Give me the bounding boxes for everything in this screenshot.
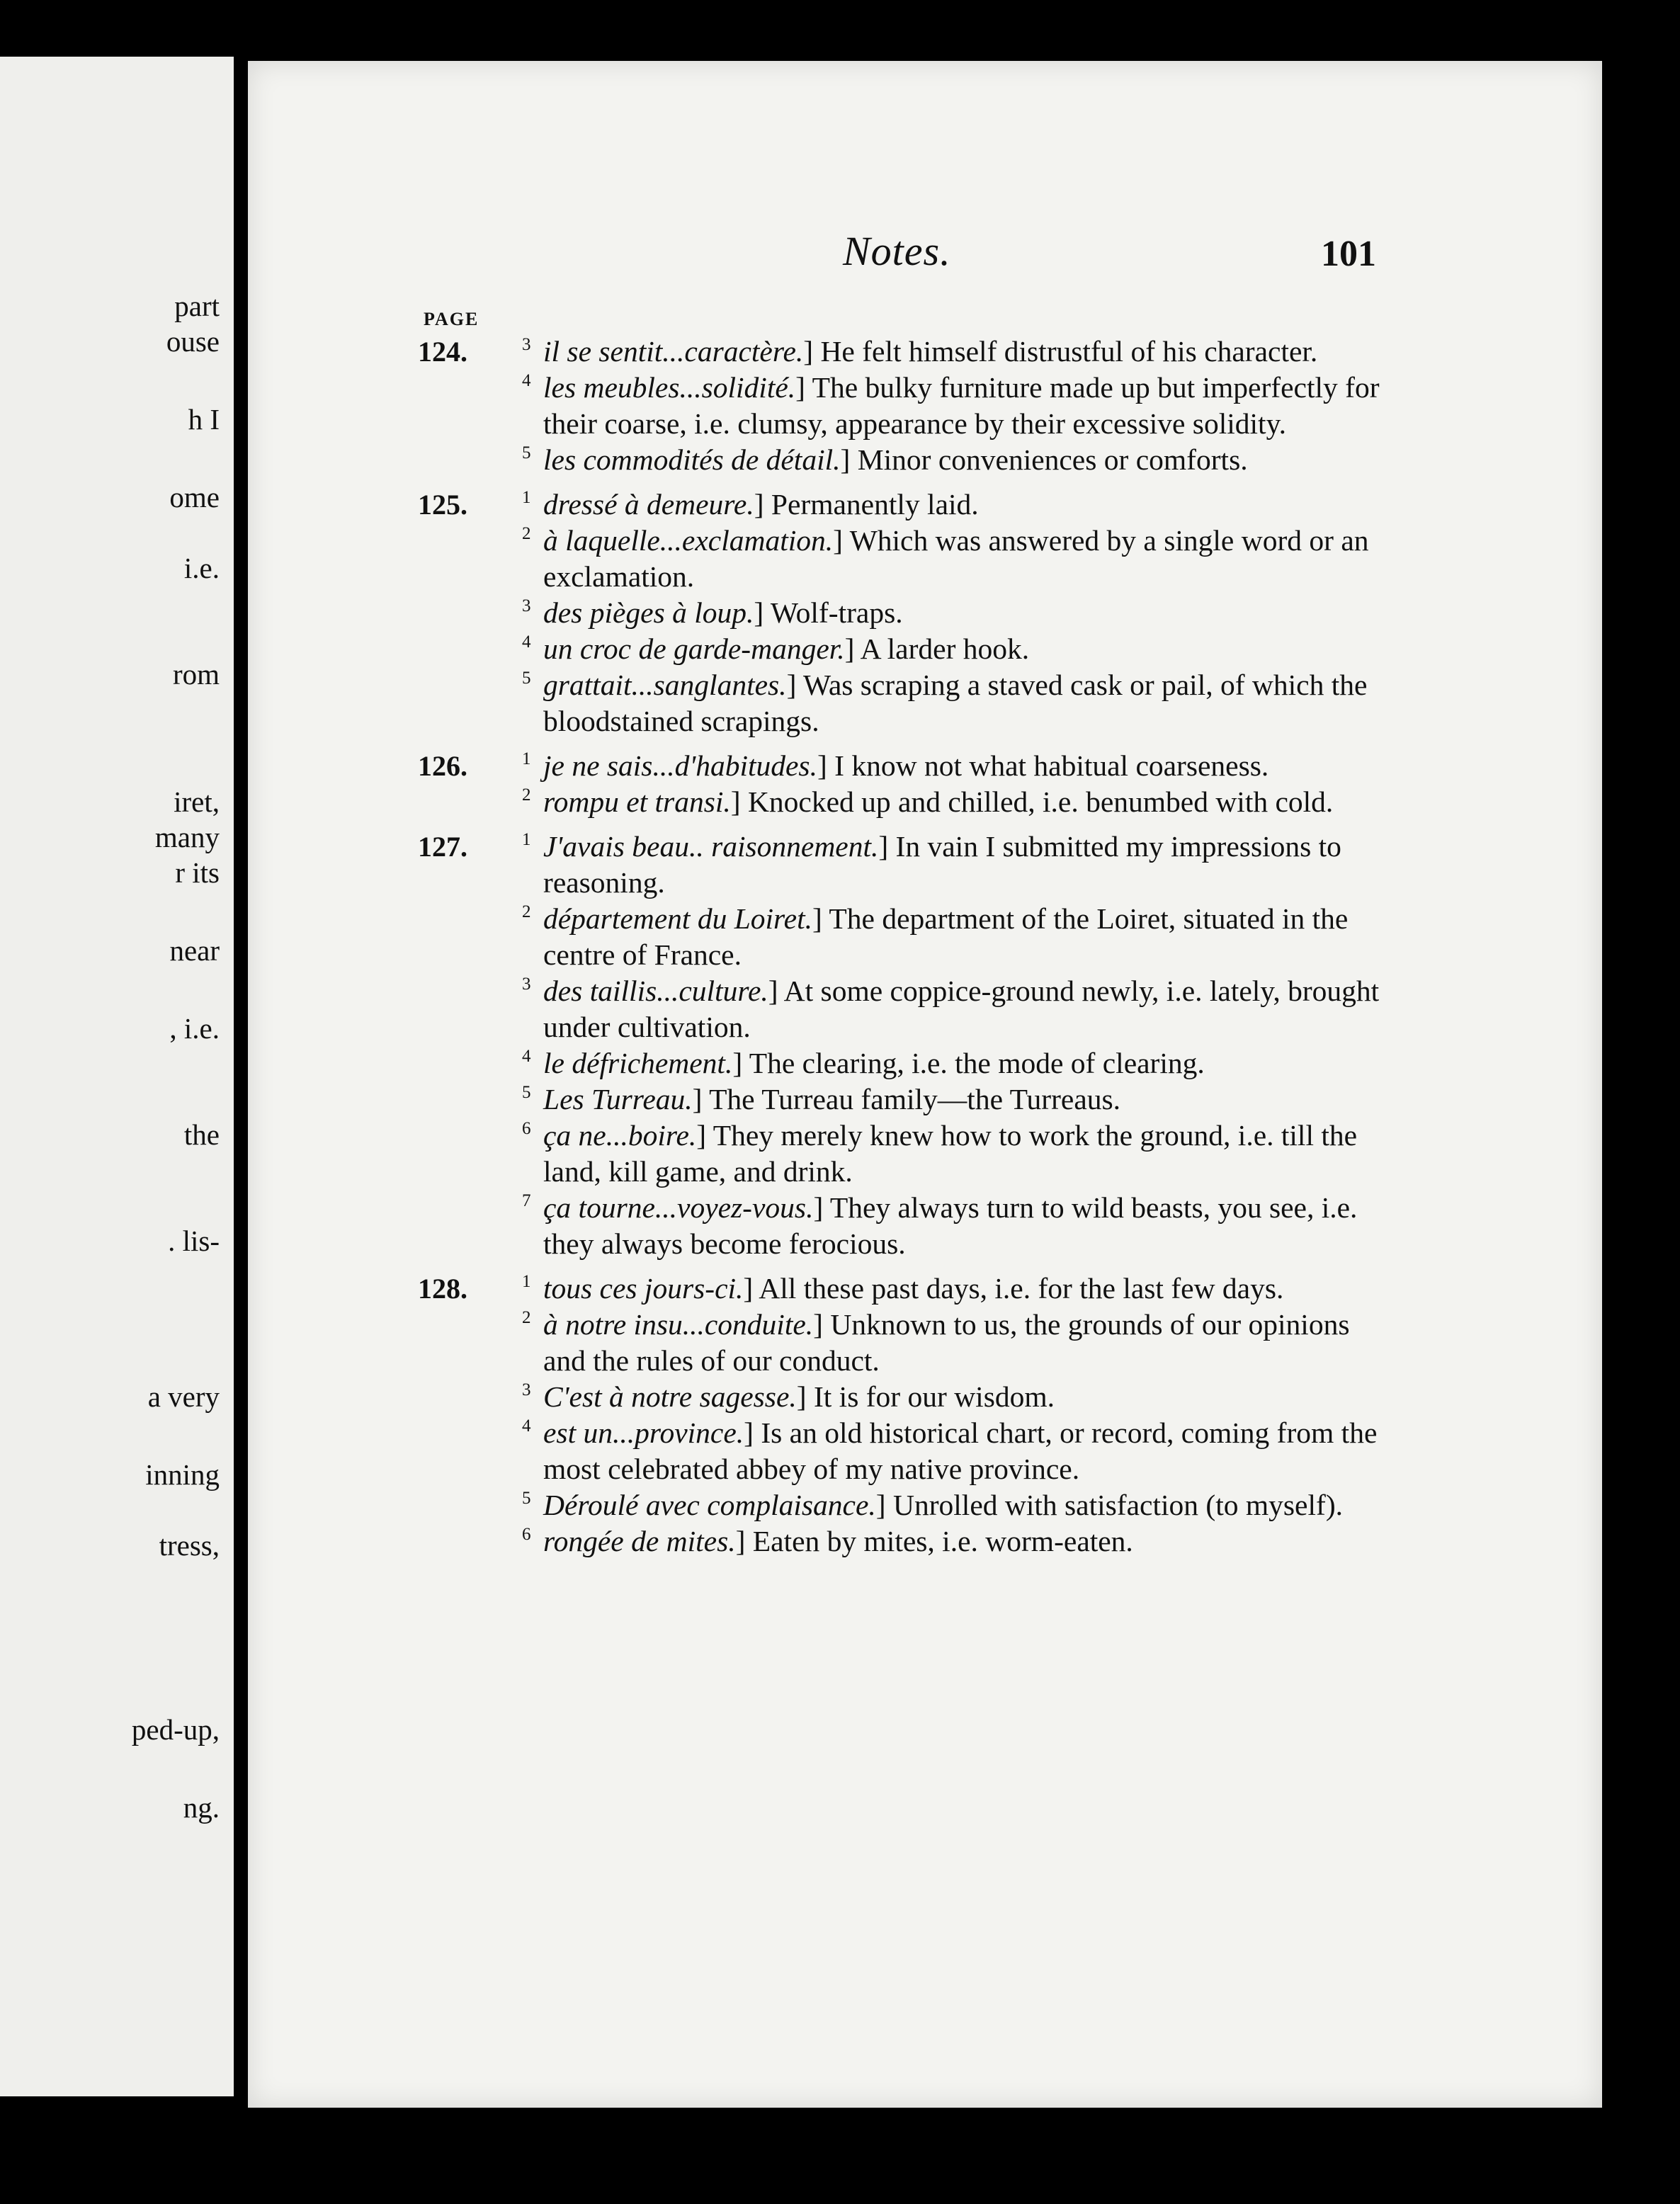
note-translation: ] Knocked up and chilled, i.e. benumbed with cold. — [730, 785, 1334, 818]
note-entry: $^1$ J'avais beau.. raisonnement.] In vain I submitted my impressions to reasoning. — [522, 830, 1341, 899]
note-translation: ] All these past days, i.e. for the last few days. — [743, 1272, 1284, 1305]
note-entry: $^5$ Déroulé avec complaisance.] Unrolled with satisfaction (to myself). — [522, 1489, 1344, 1521]
note-entry: $^3$ il se sentit...caractère.] He felt himself distrustful of his character. — [522, 335, 1318, 368]
note-entry: $^2$ département du Loiret.] The department of the Loiret, situated in the centre of France. — [522, 902, 1349, 971]
note-lemma: des pièges à loup. — [543, 596, 754, 629]
book-page — [248, 61, 1602, 2108]
left-page-text-fragment: . lis- — [168, 1225, 220, 1257]
note-translation: ] He felt himself distrustful of his character. — [803, 335, 1318, 368]
note-lemma: est un...province. — [543, 1416, 744, 1449]
note-entry: $^1$ tous ces jours-ci.] All these past days, i.e. for the last few days. — [522, 1272, 1284, 1305]
note-lemma: Les Turreau. — [543, 1083, 693, 1115]
note-translation: ] Is an old historical chart, or record, coming from the most celebrated abbey of my native province. — [543, 1416, 1378, 1485]
left-page-text-fragment: rom — [172, 658, 220, 691]
left-page-text-fragment: r its — [175, 856, 220, 889]
note-entry: $^7$ ça tourne...voyez-vous.] They always turn to wild beasts, you see, i.e. they always become ferocious. — [522, 1191, 1358, 1260]
note-entry: $^2$ à laquelle...exclamation.] Which was answered by a single word or an exclamation. — [522, 524, 1369, 593]
running-head — [248, 227, 1602, 274]
note-entry: $^6$ rongée de mites.] Eaten by mites, i.e. worm-eaten. — [522, 1525, 1133, 1557]
note-entry: $^2$ à notre insu...conduite.] Unknown to us, the grounds of our opinions and the rules of our conduct. — [522, 1308, 1350, 1377]
note-lemma: les meubles...solidité. — [543, 371, 796, 404]
note-translation: ] A larder hook. — [844, 632, 1030, 665]
note-lemma: ça tourne...voyez-vous. — [543, 1191, 814, 1224]
left-page-text-fragment: many — [154, 821, 220, 853]
referenced-page-number: 124. — [418, 336, 467, 368]
note-lemma: grattait...sanglantes. — [543, 669, 787, 701]
note-translation: ] Permanently laid. — [754, 488, 979, 521]
note-lemma: C'est à notre sagesse. — [543, 1380, 797, 1413]
note-entry: $^4$ les meubles...solidité.] The bulky furniture made up but imperfectly for their coarse, i.e. clumsy, appearance by their excessive solidity. — [522, 371, 1380, 440]
note-translation: ] The department of the Loiret, situated in the centre of France. — [543, 902, 1349, 971]
left-page-text-fragment: ome — [169, 481, 220, 513]
note-entry: $^5$ grattait...sanglantes.] Was scraping a staved cask or pail, of which the bloodstained scrapings. — [522, 669, 1368, 737]
note-lemma: département du Loiret. — [543, 902, 812, 935]
left-page-text-fragment: tress, — [159, 1529, 220, 1562]
left-page-text-fragment: h I — [188, 403, 220, 436]
referenced-page-number: 127. — [418, 831, 467, 863]
note-translation: ] Wolf-traps. — [754, 596, 903, 629]
page-note-group — [418, 487, 1388, 739]
note-lemma: les commodités de détail. — [543, 443, 841, 476]
note-translation: ] Unrolled with satisfaction (to myself). — [875, 1489, 1344, 1521]
note-translation: ] They always turn to wild beasts, you see, i.e. they always become ferocious. — [543, 1191, 1358, 1260]
note-entry: $^4$ le défrichement.] The clearing, i.e. the mode of clearing. — [522, 1047, 1205, 1079]
page-note-group — [418, 334, 1388, 478]
page-number: 101 — [1321, 234, 1376, 274]
note-lemma: le défrichement. — [543, 1047, 733, 1079]
note-entry: $^1$ je ne sais...d'habitudes.] I know not what habitual coarseness. — [522, 749, 1269, 782]
note-lemma: tous ces jours-ci. — [543, 1272, 744, 1305]
note-lemma: rompu et transi. — [543, 785, 731, 818]
note-entry: $^3$ C'est à notre sagesse.] It is for our wisdom. — [522, 1380, 1055, 1413]
note-lemma: des taillis...culture. — [543, 975, 768, 1007]
left-page-text-fragment: part — [174, 290, 220, 322]
note-entry: $^3$ des pièges à loup.] Wolf-traps. — [522, 596, 903, 629]
left-page-text-fragment: iret, — [174, 785, 220, 818]
note-lemma: je ne sais...d'habitudes. — [543, 749, 817, 782]
left-page-fragment — [0, 57, 234, 2096]
note-translation: ] Was scraping a staved cask or pail, of which the bloodstained scrapings. — [543, 669, 1368, 737]
note-entry: $^5$ Les Turreau.] The Turreau family—the Turreaus. — [522, 1083, 1121, 1115]
left-page-text-fragment: , i.e. — [169, 1012, 220, 1045]
note-entry: $^2$ rompu et transi.] Knocked up and chilled, i.e. benumbed with cold. — [522, 785, 1334, 818]
page-note-group — [418, 748, 1388, 820]
left-page-text-fragment: inning — [145, 1458, 220, 1491]
left-page-text-fragment: near — [169, 934, 220, 967]
running-title: Notes. — [843, 228, 951, 274]
note-translation: ] Which was answered by a single word or an exclamation. — [543, 524, 1369, 593]
left-page-text-fragment: the — [183, 1118, 220, 1151]
note-translation: ] Minor conveniences or comforts. — [840, 443, 1248, 476]
referenced-page-number: 125. — [418, 489, 467, 521]
note-translation: ] The clearing, i.e. the mode of clearing. — [732, 1047, 1205, 1079]
note-lemma: un croc de garde-manger. — [543, 632, 845, 665]
note-lemma: il se sentit...caractère. — [543, 335, 804, 368]
page-note-group — [418, 829, 1388, 1262]
note-translation: ] The bulky furniture made up but imperfectly for their coarse, i.e. clumsy, appearance by their excessive solidity. — [543, 371, 1380, 440]
left-page-text-fragment: ped-up, — [131, 1713, 220, 1746]
note-entry: $^4$ un croc de garde-manger.] A larder hook. — [522, 632, 1030, 665]
note-lemma: J'avais beau.. raisonnement. — [543, 830, 879, 863]
left-page-text-fragment: a very — [147, 1380, 220, 1413]
note-translation: ] Eaten by mites, i.e. worm-eaten. — [735, 1525, 1133, 1557]
referenced-page-number: 126. — [418, 750, 467, 782]
note-translation: ] At some coppice-ground newly, i.e. lately, brought under cultivation. — [543, 975, 1380, 1043]
note-translation: ] Unknown to us, the grounds of our opinions and the rules of our conduct. — [543, 1308, 1350, 1377]
note-lemma: rongée de mites. — [543, 1525, 736, 1557]
note-translation: ] The Turreau family—the Turreaus. — [692, 1083, 1121, 1115]
note-lemma: dressé à demeure. — [543, 488, 754, 521]
note-entry: $^4$ est un...province.] Is an old historical chart, or record, coming from the most celebrated abbey of my native province. — [522, 1416, 1378, 1485]
note-entry: $^3$ des taillis...culture.] At some coppice-ground newly, i.e. lately, brought under cultivation. — [522, 975, 1380, 1043]
note-lemma: Déroulé avec complaisance. — [543, 1489, 876, 1521]
notes-list — [418, 334, 1388, 1568]
note-lemma: à notre insu...conduite. — [543, 1308, 814, 1341]
note-lemma: à laquelle...exclamation. — [543, 524, 834, 557]
note-translation: ] In vain I submitted my impressions to reasoning. — [543, 830, 1341, 899]
page-column-label: PAGE — [424, 309, 479, 329]
note-entry: $^6$ ça ne...boire.] They merely knew how to work the ground, i.e. till the land, kill game, and drink. — [522, 1119, 1358, 1188]
left-page-text-fragment: i.e. — [183, 552, 220, 584]
note-entry: $^5$ les commodités de détail.] Minor conveniences or comforts. — [522, 443, 1248, 476]
note-lemma: ça ne...boire. — [543, 1119, 697, 1152]
note-translation: ] I know not what habitual coarseness. — [817, 749, 1269, 782]
left-page-text-fragment: ouse — [166, 325, 220, 358]
note-entry: $^1$ dressé à demeure.] Permanently laid. — [522, 488, 979, 521]
referenced-page-number: 128. — [418, 1273, 467, 1305]
page-note-group — [418, 1271, 1388, 1560]
note-translation: ] They merely knew how to work the ground, i.e. till the land, kill game, and drink. — [543, 1119, 1358, 1188]
left-page-text-fragment: ng. — [183, 1791, 220, 1824]
note-translation: ] It is for our wisdom. — [796, 1380, 1055, 1413]
